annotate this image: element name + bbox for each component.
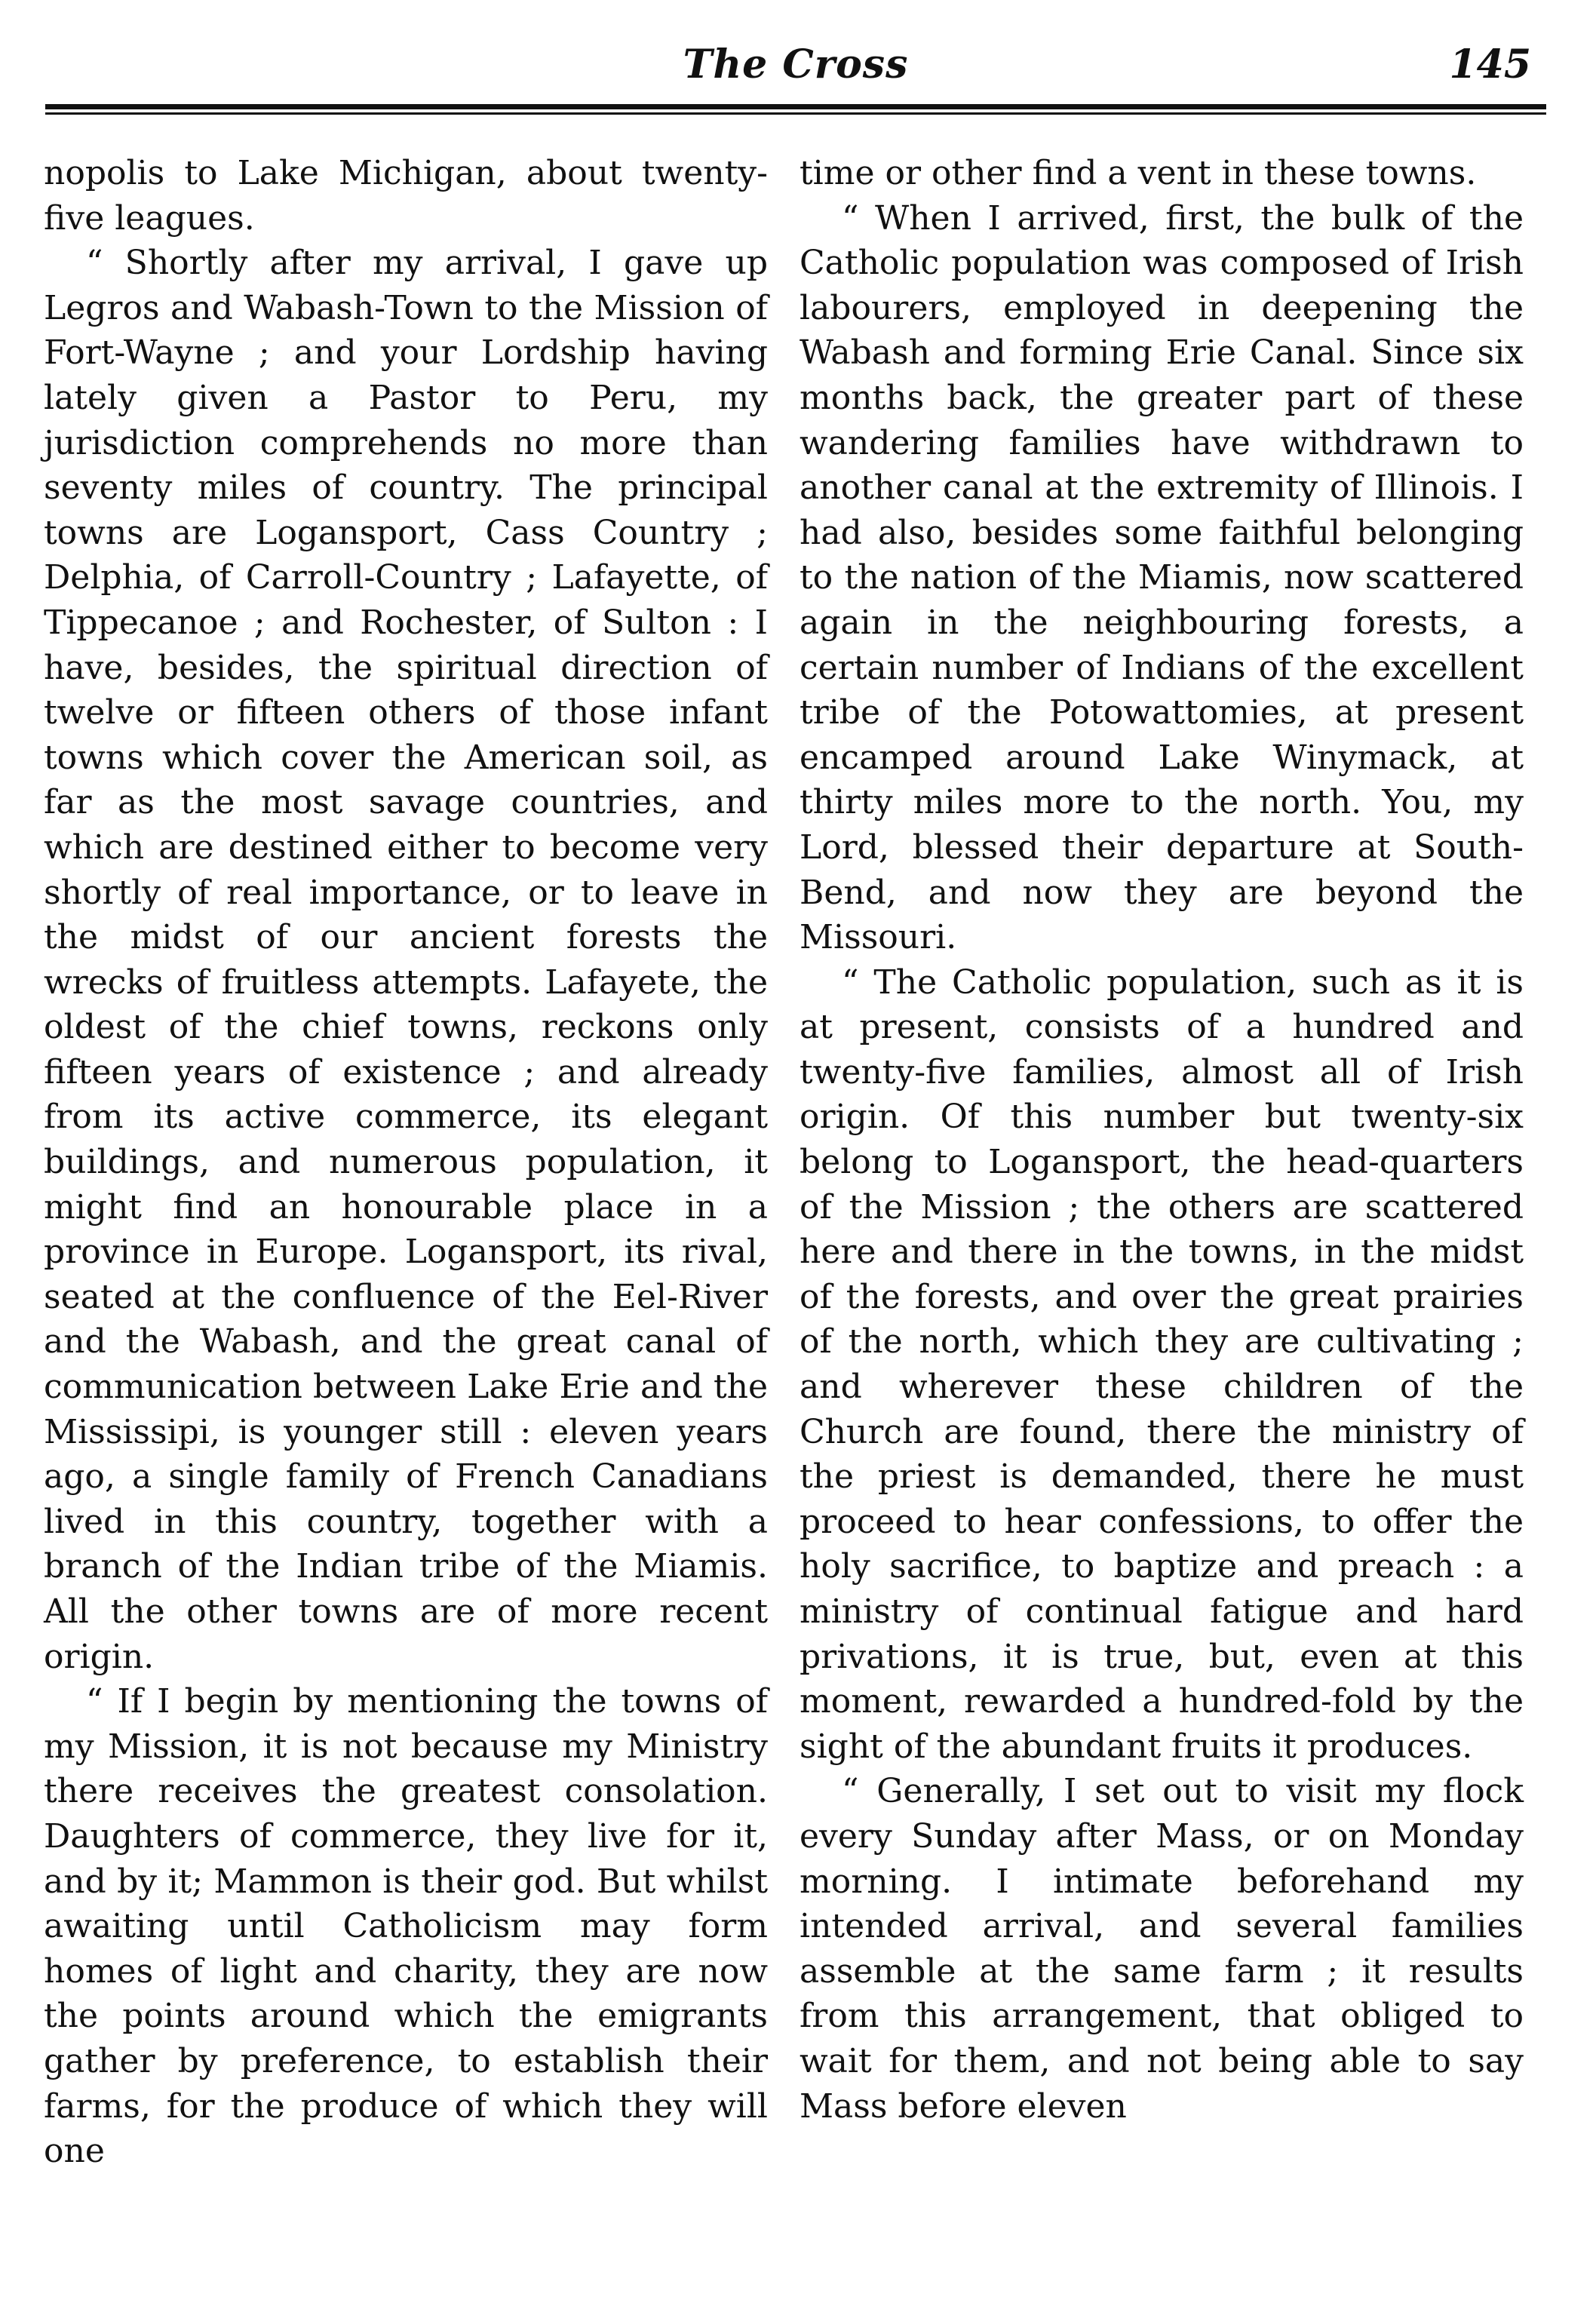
paragraph: “ When I arrived, first, the bulk of the Catholic population was composed of Irish labourers, employed in deepening the Wabash and forming Erie Canal. Since six months back, the greater part of these wandering families have withdrawn to another canal at the extremity of Illinois. I had also, besides some faithful belonging to the nation of the Miamis, now scattered again in the neighbouring forests, a certain number of Indians of the excellent tribe of the Potowattomies, at present encamped around Lake Winymack, at thirty miles more to the north. You, my Lord, blessed their departure at South-Bend, and now they are beyond the Missouri.	[800, 198, 1524, 957]
paragraph: “ Shortly after my arrival, I gave up Legros and Wabash-Town to the Mission of Fort-Wayne ; and your Lordship having lately given a Pastor to Peru, my jurisdiction comprehends no more than seventy miles of country. The principal towns are Logansport, Cass Country ; Delphia, of Carroll-Country ; Lafayette, of Tippecanoe ; and Rochester, of Sulton : I have, besides, the spiritual direction of twelve or fifteen others of those infant towns which cover the American soil, as far as the most savage countries, and which are destined either to become very shortly of real importance, or to leave in the midst of our ancient forests the wrecks of fruitless attempts. Lafayete, the oldest of the chief towns, reckons only fifteen years of existence ; and already from its active commerce, its elegant buildings, and numerous population, it might find an honourable place in a province in Europe. Logansport, its rival, seated at the confluence of the Eel-River and the Wabash, and the great canal of communication between Lake Erie and the Mississipi, is younger still : eleven years ago, a single family of French Canadians lived in this country, together with a branch of the Indian tribe of the Miamis. All the other towns are of more recent origin.	[44, 244, 768, 1676]
left-column	[44, 151, 768, 2174]
page-number: 145	[1449, 41, 1531, 88]
right-column	[800, 151, 1524, 2129]
header-rule	[45, 104, 1546, 115]
paragraph: “ If I begin by mentioning the towns of my Mission, it is not because my Ministry there receives the greatest consolation. Daughters of commerce, they live for it, and by it; Mammon is their god. But whilst awaiting until Catholicism may form homes of light and charity, they are now the points around which the emigrants gather by preference, to establish their farms, for the produce of which they will one	[44, 1682, 768, 2171]
paragraph: “ Generally, I set out to visit my flock every Sunday after Mass, or on Monday morning. I intimate beforehand my intended arrival, and several families assemble at the same farm ; it results from this arrangement, that obliged to wait for them, and not being able to say Mass before eleven	[800, 1772, 1524, 2126]
paragraph: nopolis to Lake Michigan, about twenty-five leagues.	[44, 154, 768, 238]
column-divider	[784, 151, 786, 2278]
paragraph: time or other find a vent in these towns.	[800, 154, 1477, 192]
paragraph: “ The Catholic population, such as it is at present, consists of a hundred and twenty-five families, almost all of Irish origin. Of this number but twenty-six belong to Logansport, the head-quarters of the Mission ; the others are scattered here and there in the towns, in the midst of the forests, and over the great prairies of the north, which they are cultivating ; and wherever these children of the Church are found, there the ministry of the priest is demanded, there he must proceed to hear confessions, to offer the holy sacrifice, to baptize and preach : a ministry of continual fatigue and hard privations, it is true, but, even at this moment, rewarded a hundred-fold by the sight of the abundant fruits it produces.	[800, 963, 1524, 1766]
running-title: The Cross	[683, 41, 909, 88]
page-header	[45, 41, 1546, 102]
